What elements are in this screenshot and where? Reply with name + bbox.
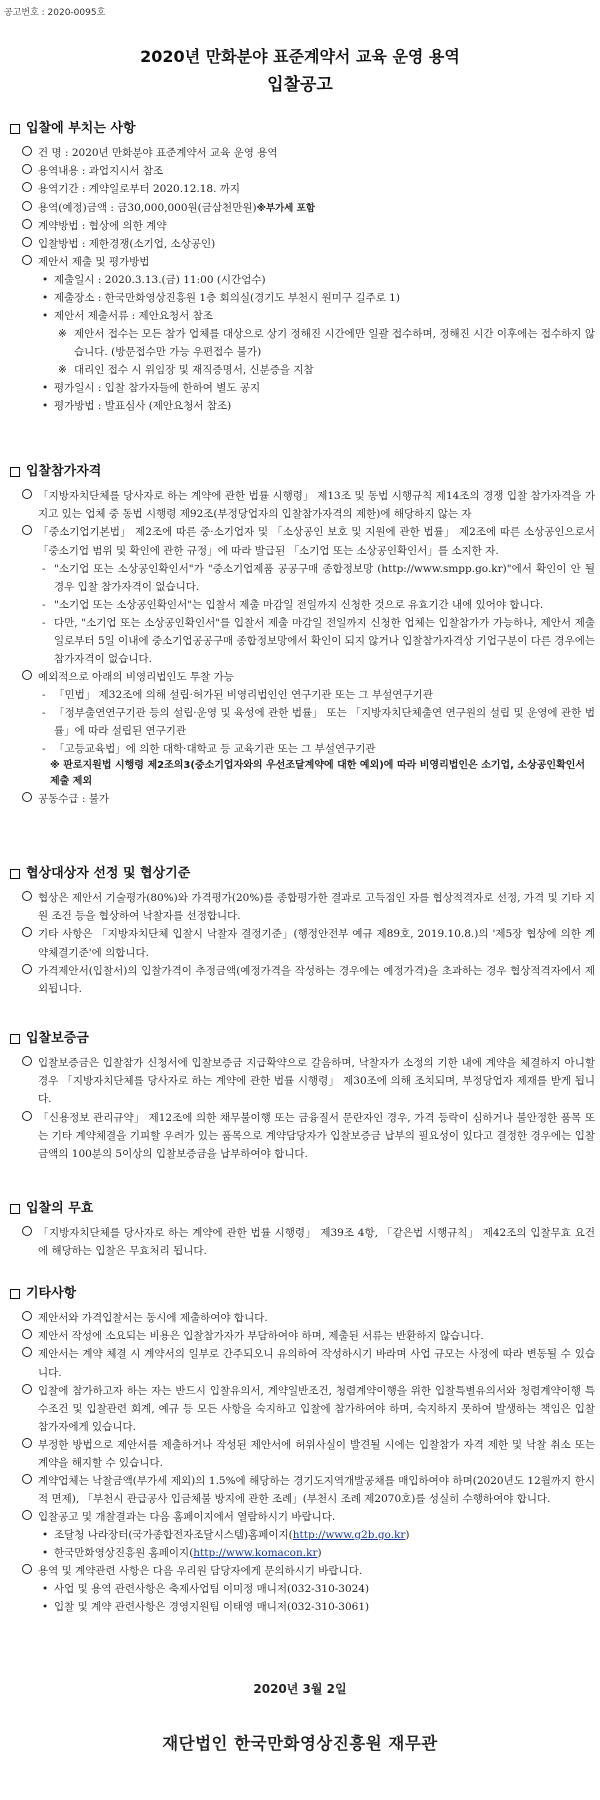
circle-shape <box>22 237 32 247</box>
circle-bullet-icon <box>22 1508 32 1526</box>
homepage-link[interactable]: http://www.g2b.go.kr <box>292 1528 406 1541</box>
circle-bullet-icon <box>22 1436 32 1454</box>
item-text: 「고등교육법」에 의한 대학·대학교 등 교육기관 또는 그 부설연구기관 <box>54 743 376 756</box>
sub-item <box>10 686 595 704</box>
circle-shape <box>22 489 32 499</box>
circle-bullet-icon <box>22 144 32 162</box>
list-item <box>10 523 595 559</box>
section-heading-text: 입찰참가자격 <box>26 464 102 479</box>
circle-bullet-icon <box>22 925 32 943</box>
circle-bullet-icon <box>22 162 32 180</box>
circle-shape <box>22 182 32 192</box>
item-text: 「중소기업기본법」 제2조에 따른 중·소기업자 및 「소상공인 보호 및 지원에 관한 법률」 제2조에 따른 소상공인으로서 「중소기업 범위 및 확인에 관한 규정」에 따라 발급된 <box>38 526 595 557</box>
reference-mark-icon: ※ <box>58 328 67 341</box>
square-bullet-icon <box>10 124 20 134</box>
item-text: 제출장소 : 한국만화영상진흥원 1층 회의실(경기도 부천시 원미구 길주로 1) <box>54 292 400 305</box>
list-item <box>10 162 595 180</box>
item-text: 입찰보증금은 입찰참가 신청서에 입찰보증금 지급확약으로 갈음하며, 낙찰자가 소정의 기한 내에 계약을 체결하지 아니할 경우 「지방자치단체를 당사자로 하는 계약에 관한 법률 시행령」 제30조에 의해 조치되며, 부정당업자 제재를 받게 됩니다. <box>38 1057 595 1106</box>
list-item <box>10 199 595 217</box>
circle-bullet-icon <box>22 1382 32 1400</box>
item-text: 부정한 방법으로 제안서를 제출하거나 작성된 제안서에 허위사실이 발견될 시에는 입찰참가 자격 제한 및 낙찰 취소 또는 계약을 해지할 수 있습니다. <box>38 1438 595 1469</box>
item-text: 대리인 접수 시 위임장 및 재직증명서, 신분증을 지참 <box>74 364 314 377</box>
list-item <box>10 253 595 271</box>
item-text: 다만, "소기업 또는 소상공인확인서"를 입찰서 제출 마감일 전일까지 신청한 업체는 입찰참가가 가능하나, 제안서 제출일로부터 5일 이내에 중소기업공공구매 종합정보망에서 확인이 되지 않거나 입찰참가자격상 기업구분이 다른 경우에는 참가자격이 없습니다. <box>54 616 595 665</box>
item-text: 협상은 제안서 기술평가(80%)와 가격평가(20%)를 종합평가한 결과로 고득점인 자를 협상적격자로 선정, 가격 및 기타 지원 조건 등을 협상하여 낙찰자를 선정합니다. <box>38 892 595 923</box>
square-bullet-icon <box>10 467 20 477</box>
circle-bullet-icon <box>22 180 32 198</box>
section-heading <box>10 1283 595 1305</box>
list-item <box>10 180 595 198</box>
circle-bullet-icon <box>22 235 32 253</box>
list-item <box>10 217 595 235</box>
document-title: 2020년 만화분야 표준계약서 교육 운영 용역 <box>140 47 460 66</box>
item-text: 용역(예정)금액 : 금30,000,000원(금삼천만원) <box>38 201 257 214</box>
circle-shape <box>22 201 32 211</box>
item-text: 제안서 작성에 소요되는 비용은 입찰참가자가 부담하여야 하며, 제출된 서류는 반환하지 않습니다. <box>38 1330 484 1343</box>
item-text: 제안서 제출서류 : 제안요청서 참조 <box>54 310 213 323</box>
homepage-link[interactable]: http://www.komacon.kr <box>193 1546 318 1559</box>
item-text: 예외적으로 아래의 비영리법인도 투찰 가능 <box>38 670 234 683</box>
section-heading-text: 기타사항 <box>26 1286 77 1301</box>
item-bold-text: ※부가세 포함 <box>256 202 316 214</box>
item-text-tail: 를 소지한 자. <box>437 544 499 557</box>
item-text: 계약방법 : 협상에 의한 계약 <box>38 219 167 232</box>
section-bid-bond <box>10 1028 595 1163</box>
note-text-content: ※ 판로지원법 시행령 제2조의3(중소기업자와의 우선조달계약에 대한 예외)에 따라 비영리법인은 소기업, 소상공인확인서 제출 제외 <box>50 760 586 788</box>
dot-bullet-icon: • <box>42 1546 49 1559</box>
circle-bullet-icon <box>22 523 32 541</box>
item-text: 제안서는 계약 체결 시 계약서의 일부로 간주되오니 유의하여 작성하시기 바라며 사업 규모는 사정에 따라 변동될 수 있습니다. <box>38 1348 595 1379</box>
issuing-organization: 재단법인 한국만화영상진흥원 재무관 <box>162 1734 438 1753</box>
sub-item <box>10 379 595 397</box>
dot-bullet-icon: • <box>42 310 49 323</box>
dot-bullet-icon: • <box>42 1583 49 1596</box>
list-item <box>10 962 595 998</box>
dash-bullet-icon: - <box>42 706 46 719</box>
item-text: 공동수급 : 불가 <box>38 793 110 806</box>
sub-item <box>10 560 595 596</box>
dot-bullet-icon: • <box>42 1601 49 1614</box>
item-text: 평가방법 : 발표심사 (제안요청서 참조) <box>54 400 232 413</box>
circle-bullet-icon <box>22 1224 32 1242</box>
circle-bullet-icon <box>22 668 32 686</box>
circle-shape <box>22 146 32 156</box>
item-text: 「신용정보 관리규약」 제12조에 의한 채무불이행 또는 금융질서 문란자인 경우, 가격 등락이 심하거나 불안정한 품목 또는 기타 계약체결을 기피할 우려가 있는 품목으로 계약담당자가 입찰보증금 납부의 필요성이 있다고 결정한 경우에는 입찰금액의 100분의 5이상의 입찰보증금을 납부하여야 합니다. <box>38 1111 595 1160</box>
item-text: 용역기간 : 계약일로부터 2020.12.18. 까지 <box>38 183 241 196</box>
circle-bullet-icon <box>22 1562 32 1580</box>
note-text <box>10 758 595 790</box>
list-item <box>10 1345 595 1381</box>
section-heading <box>10 863 595 885</box>
dot-bullet-icon: • <box>42 400 49 413</box>
circle-bullet-icon <box>22 1472 32 1490</box>
circle-shape <box>22 1111 32 1121</box>
dot-bullet-icon: • <box>42 292 49 305</box>
list-item <box>10 790 595 808</box>
list-item <box>10 1327 595 1345</box>
item-bold-text: 「소기업 또는 소상공인확인서」 <box>288 544 438 557</box>
square-bullet-icon <box>10 1204 20 1214</box>
item-text: 제출일시 : 2020.3.13.(금) 11:00 (시간엄수) <box>54 273 266 286</box>
item-text: 평가일시 : 입찰 참가자들에 한하여 별도 공지 <box>54 382 261 395</box>
circle-bullet-icon <box>22 199 32 217</box>
item-text: 입찰공고 및 개찰결과는 다음 홈페이지에서 열람하시기 바랍니다. <box>38 1510 336 1523</box>
circle-shape <box>22 891 32 901</box>
list-item <box>10 668 595 686</box>
square-bullet-icon <box>10 869 20 879</box>
sub-item <box>10 1580 595 1598</box>
circle-bullet-icon <box>22 1345 32 1363</box>
sub-item <box>10 596 595 614</box>
section-heading-text: 입찰에 부치는 사항 <box>26 121 136 136</box>
notice-date: 2020년 3월 2일 <box>253 1682 347 1696</box>
item-text: 「지방자치단체를 당사자로 하는 계약에 관한 법률 시행령」 제39조 4항, 「같은법 시행규칙」 제42조의 입찰무효 요건에 해당하는 입찰은 무효처리 됩니다. <box>38 1227 595 1258</box>
circle-shape <box>22 219 32 229</box>
dash-bullet-icon: - <box>42 743 46 756</box>
circle-shape <box>22 792 32 802</box>
item-text: 「민법」 제32조에 의해 설립·허가된 비영리법인인 연구기관 또는 그 부설연구기관 <box>54 688 433 701</box>
list-item <box>10 1562 595 1580</box>
dot-bullet-icon: • <box>42 1528 49 1541</box>
circle-bullet-icon <box>22 1109 32 1127</box>
item-text: "소기업 또는 소상공인확인서"는 입찰서 제출 마감일 전일까지 신청한 것으로 유효기간 내에 있어야 합니다. <box>54 598 544 611</box>
list-item <box>10 144 595 162</box>
circle-shape <box>22 164 32 174</box>
notice-number: 공고번호 : 2020-0095호 <box>4 8 106 18</box>
section-heading <box>10 118 595 140</box>
item-text: 조달청 나라장터(국가종합전자조달시스템)홈페이지( <box>54 1528 293 1541</box>
list-item <box>10 1382 595 1436</box>
circle-shape <box>22 670 32 680</box>
sub-item <box>10 1526 595 1544</box>
section-qualification <box>10 461 595 808</box>
item-text: 계약업체는 낙찰금액(부가세 제외)의 1.5%에 해당하는 경기도지역개발공채를 매입하여야 하며(2020년도 12월까지 한시적 면제), 「부천시 관급공사 입금체불 방지에 관한 조례」(부천시 조례 제2070호)를 성실히 수행하여야 합니다. <box>38 1474 595 1505</box>
sub-item <box>10 271 595 289</box>
item-text: 기타 사항은 「지방자치단체 입찰시 낙찰자 결정기준」(행정안전부 예규 제89호, 2019.10.8.)의 '제5장 협상에 의한 계약체결기준'에 의합니다. <box>38 928 595 959</box>
reference-mark-icon: ※ <box>58 364 67 377</box>
sub-item <box>10 704 595 740</box>
item-text: 「지방자치단체를 당사자로 하는 계약에 관한 법률 시행령」 제13조 및 동법 시행규칙 제14조의 경쟁 입찰 참가자격을 가지고 있는 업체 중 동법 시행령 제92조(부정당업자의 입찰참가자격의 제한)에 해당하지 않는 자 <box>38 490 595 521</box>
note-item <box>10 361 595 379</box>
section-invalid-bid <box>10 1198 595 1260</box>
note-item <box>10 325 595 361</box>
dot-bullet-icon: • <box>42 273 49 286</box>
circle-shape <box>22 1474 32 1484</box>
item-text: 용역 및 계약관련 사항은 다음 우리원 담당자에게 문의하시기 바랍니다. <box>38 1565 363 1578</box>
square-bullet-icon <box>10 1034 20 1044</box>
section-bid-items <box>10 118 595 415</box>
item-text: 가격제안서(입찰서)의 입찰가격이 추정금액(예정가격을 작성하는 경우에는 예정가격)을 초과하는 경우 협상적격자에서 제외됩니다. <box>38 964 595 995</box>
section-heading-text: 입찰보증금 <box>26 1031 89 1046</box>
item-text-tail: ) <box>405 1528 410 1541</box>
dash-bullet-icon: - <box>42 598 46 611</box>
list-item <box>10 889 595 925</box>
dash-bullet-icon: - <box>42 616 46 629</box>
item-text: 입찰에 참가하고자 하는 자는 반드시 입찰유의서, 계약일반조건, 청렴계약이행을 위한 입찰특별유의서와 청렴계약이행 특수조건 및 입찰관련 회계, 예규 등 모든 사항을 숙지하고 입찰에 참가하여야 하며, 숙지하지 못하여 발생하는 책임은 입찰참가자에게 있습니다. <box>38 1384 595 1433</box>
list-item <box>10 1109 595 1163</box>
item-text: 사업 및 용역 관련사항은 축제사업팀 이미정 매니저(032-310-3024) <box>54 1583 370 1596</box>
square-bullet-icon <box>10 1289 20 1299</box>
circle-bullet-icon <box>22 253 32 271</box>
section-heading-text: 협상대상자 선정 및 협상기준 <box>26 866 191 881</box>
sub-item <box>10 1598 595 1616</box>
sub-item <box>10 614 595 668</box>
circle-shape <box>22 1311 32 1321</box>
sub-item <box>10 307 595 325</box>
item-text: 한국만화영상진흥원 홈페이지( <box>54 1546 194 1559</box>
item-text-tail: ) <box>317 1546 322 1559</box>
circle-shape <box>22 1347 32 1357</box>
section-other <box>10 1283 595 1616</box>
item-text: "소기업 또는 소상공인확인서"가 "중소기업제품 공공구매 종합정보망 (http://www.smpp.go.kr)"에서 확인이 안 될 경우 입찰 참가자격이 없습니다. <box>54 562 595 593</box>
dot-bullet-icon: • <box>42 382 49 395</box>
section-heading <box>10 461 595 483</box>
list-item <box>10 1224 595 1260</box>
circle-bullet-icon <box>22 1054 32 1072</box>
circle-shape <box>22 525 32 535</box>
circle-bullet-icon <box>22 1309 32 1327</box>
list-item <box>10 1309 595 1327</box>
circle-shape <box>22 964 32 974</box>
circle-shape <box>22 1226 32 1236</box>
circle-shape <box>22 1056 32 1066</box>
circle-bullet-icon <box>22 889 32 907</box>
circle-bullet-icon <box>22 487 32 505</box>
circle-shape <box>22 1564 32 1574</box>
circle-shape <box>22 255 32 265</box>
circle-shape <box>22 927 32 937</box>
item-text: 입찰 및 계약 관련사항은 경영지원팀 이태영 매니저(032-310-3061) <box>54 1601 370 1614</box>
circle-bullet-icon <box>22 962 32 980</box>
list-item <box>10 1508 595 1526</box>
sub-item <box>10 289 595 307</box>
section-heading <box>10 1198 595 1220</box>
item-text: 제안서 제출 및 평가방법 <box>38 255 150 268</box>
list-item <box>10 1054 595 1108</box>
dash-bullet-icon: - <box>42 562 46 575</box>
circle-bullet-icon <box>22 217 32 235</box>
dash-bullet-icon: - <box>42 688 46 701</box>
document-subtitle: 입찰공고 <box>267 75 333 95</box>
item-text: 「정부출연연구기관 등의 설립·운영 및 육성에 관한 법률」 또는 「지방자치단체출연 연구원의 설립 및 운영에 관한 법률」에 따라 설립된 연구기관 <box>54 706 595 737</box>
circle-bullet-icon <box>22 1327 32 1345</box>
item-text: 제안서 접수는 모든 참가 업체를 대상으로 상기 정해진 시간에만 일괄 접수하며, 정해진 시간 이후에는 접수하지 않습니다. (방문접수만 가능 우편접수 불가) <box>74 328 595 359</box>
circle-shape <box>22 1329 32 1339</box>
list-item <box>10 1436 595 1472</box>
circle-shape <box>22 1510 32 1520</box>
circle-shape <box>22 1438 32 1448</box>
item-text: 제안서와 가격입찰서는 동시에 제출하여야 합니다. <box>38 1312 268 1325</box>
sub-item <box>10 397 595 415</box>
item-text: 용역내용 : 과업지시서 참조 <box>38 165 164 178</box>
list-item <box>10 925 595 961</box>
sub-item <box>10 740 595 758</box>
list-item <box>10 487 595 523</box>
section-heading <box>10 1028 595 1050</box>
list-item <box>10 1472 595 1508</box>
section-negotiation <box>10 863 595 998</box>
circle-bullet-icon <box>22 790 32 808</box>
item-text: 입찰방법 : 제한경쟁(소기업, 소상공인) <box>38 237 216 250</box>
circle-shape <box>22 1384 32 1394</box>
item-text: 건 명 : 2020년 만화분야 표준계약서 교육 운영 용역 <box>38 147 278 160</box>
list-item <box>10 235 595 253</box>
section-heading-text: 입찰의 무효 <box>26 1201 94 1216</box>
sub-item <box>10 1544 595 1562</box>
